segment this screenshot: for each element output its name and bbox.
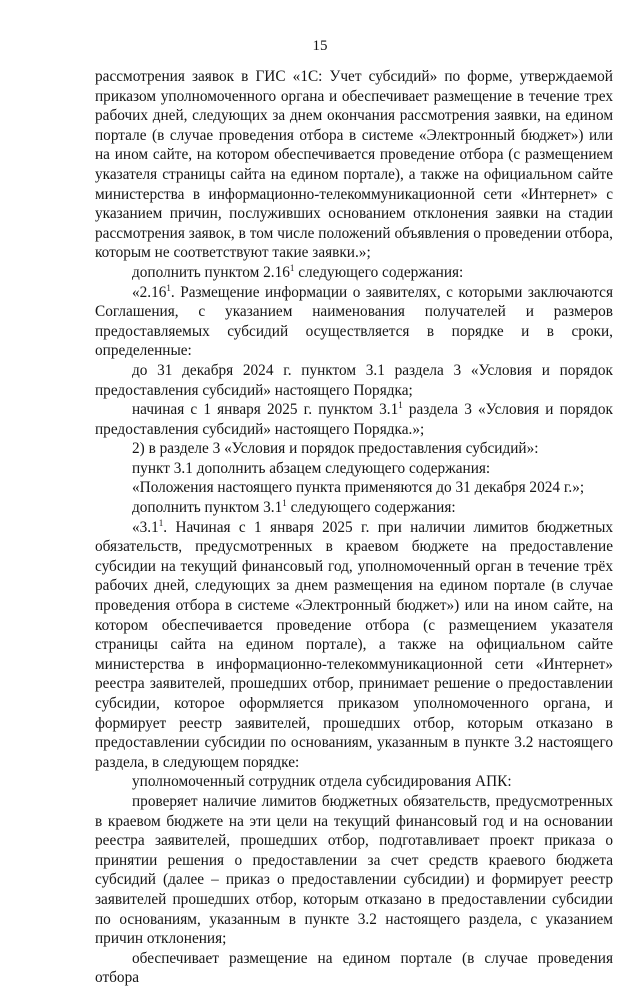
superscript: 1 [158, 517, 164, 528]
superscript: 1 [289, 262, 295, 273]
paragraph: «$3.1^1$. Начиная с 1 января 2025 г. при наличии лимитов бюджетных обязательств, предусмотренных в краевом бюджете на предоставление субсидии на текущий финансовый год, уполномоченный орган в течение трёх рабочих дней, следующих за днем размещения на едином портале (в случае проведения отбора в системе «Электронный бюджет») или на ином сайте, на котором обеспечивается проведение отбора (с размещением указателя страницы сайта на едином портале), а также на официальном сайте министерства в информационно-телекоммуникационной сети «Интернет» реестра заявителей, прошедших отбор, принимает решение о предоставлении субсидии, которое оформляется приказом уполномоченного органа, и формирует реестр заявителей, прошедших отбор, которым отказано в предоставлении субсидии по основаниям, указанным в пункте 3.2 настоящего раздела, в следующем порядке: [95, 517, 613, 771]
paragraph: «2.16$^1$. Размещение информации о заявителях, с которыми заключаются Соглашения, с указанием наименования получателей и размеров предоставляемых субсидий осуществляется в порядке и в сроки, определенные: [95, 282, 613, 360]
paragraph: 2) в разделе 3 «Условия и порядок предоставления субсидий»: [132, 440, 539, 458]
document-body [95, 67, 613, 988]
paragraph: обеспечивает размещение на едином портале (в случае проведения отбора [95, 949, 613, 987]
superscript: 1 [398, 400, 403, 410]
paragraph: уполномоченный сотрудник отдела субсидирования АПК: [132, 773, 512, 791]
paragraph: рассмотрения заявок в ГИС «1С: Учет субсидий» по форме, утверждаемой приказом уполномоченного органа и обеспечивает размещение в течение трех рабочих дней, следующих за днем окончания рассмотрения заявки, на едином портале (в случае проведения отбора в системе «Электронный бюджет») или на ином сайте, на котором обеспечивается проведение отбора (с размещением указателя страницы сайта на едином портале), а также на официальном сайте министерства в информационно-телекоммуникационной сети «Интернет» с указанием причин, послуживших основанием отклонения заявки на стадии рассмотрения заявок, в том числе положений объявления о проведении отбора, которым не соответствуют такие заявки.»; [95, 68, 613, 262]
page-number: 15 [312, 38, 328, 54]
paragraph: до 31 декабря 2024 г. пунктом 3.1 раздела 3 «Условия и порядок предоставления субсидий» настоящего Порядка; [95, 361, 613, 399]
paragraph: дополнить пунктом $3.1^1$ следующего содержания: [132, 497, 456, 517]
paragraph: дополнить пунктом 2.16$^1$ следующего содержания: [132, 262, 464, 281]
superscript: 1 [166, 282, 171, 293]
paragraph: «Положения настоящего пункта применяются до 31 декабря 2024 г.»; [132, 479, 585, 497]
paragraph: начиная с 1 января 2025 г. пунктом $3.1^1$ раздела 3 «Условия и порядок предоставления субсидий» настоящего Порядка.»; [95, 400, 613, 438]
paragraph: проверяет наличие лимитов бюджетных обязательств, предусмотренных в краевом бюджете на эти цели на текущий финансовый год и на основании реестра заявителей, прошедших отбор, подготавливает проект приказа о принятии решения о предоставлении за счет средств краевого бюджета субсидий (далее – приказ о предоставлении субсидии) и формирует реестр заявителей прошедших отбор, которым отказано в предоставлении субсидии по основаниям, указанным в пункте 3.2 настоящего раздела, с указанием причин отклонения; [95, 792, 613, 948]
paragraph: пункт 3.1 дополнить абзацем следующего содержания: [132, 459, 491, 477]
superscript: 1 [282, 497, 287, 508]
